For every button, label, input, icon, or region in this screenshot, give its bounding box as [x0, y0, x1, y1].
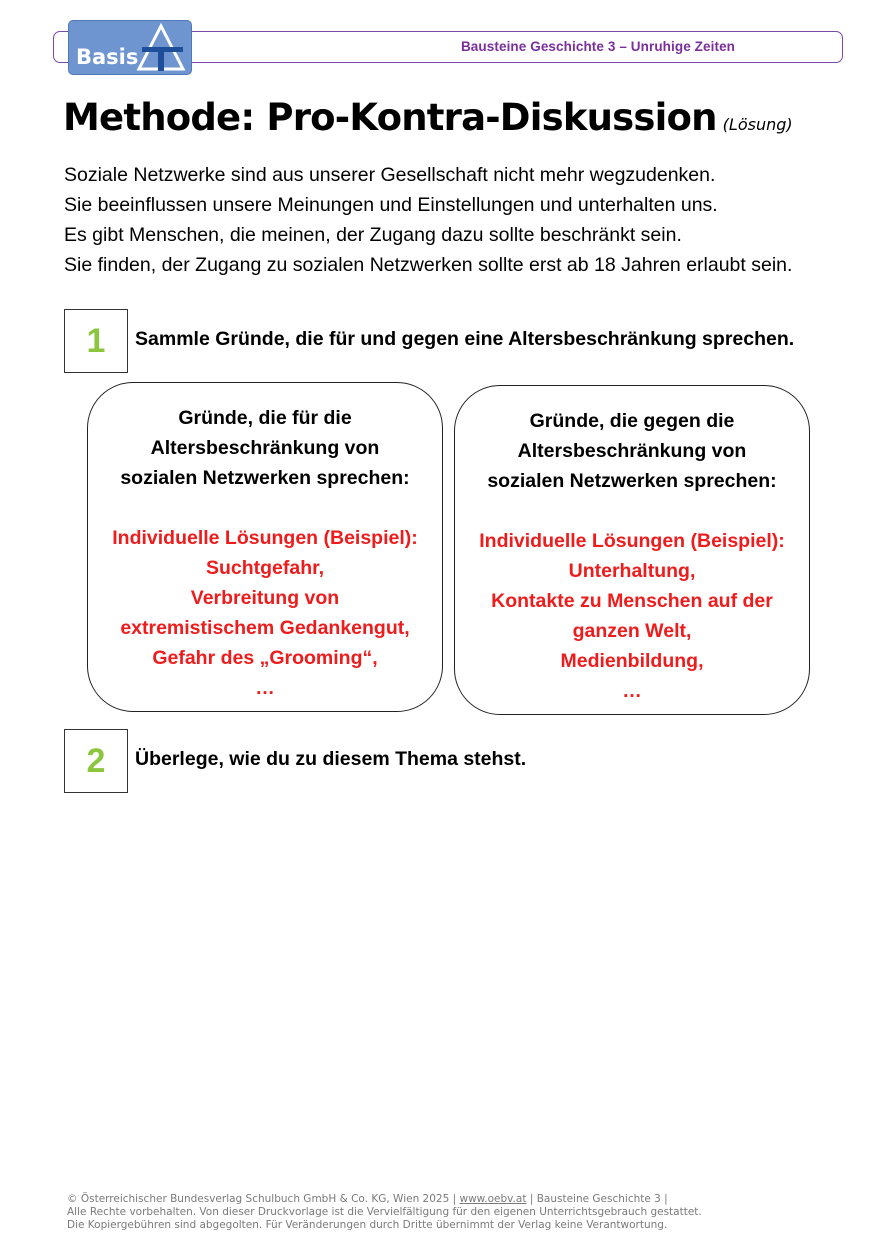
series-title: Bausteine Geschichte 3 – Unruhige Zeiten [460, 39, 736, 54]
pro-box-answer [88, 523, 442, 703]
contra-box-answer [455, 526, 809, 706]
publisher-link[interactable]: www.oebv.at [459, 1193, 527, 1205]
answer-line: Verbreitung von [190, 587, 340, 609]
intro-paragraph [64, 160, 792, 280]
basis-logo [68, 20, 192, 75]
answer-line: … [622, 680, 642, 702]
task-number-box-1: 1 [64, 309, 128, 373]
answer-line: … [255, 677, 275, 699]
contra-reasons-box [454, 385, 810, 715]
heading-line: sozialen Netzwerken sprechen: [120, 467, 410, 489]
footer-line-2: Alle Rechte vorbehalten. Von dieser Druckvorlage ist die Vervielfältigung für den eigenen Unterrichtsgebrauch gestattet. [67, 1206, 702, 1218]
intro-line: Es gibt Menschen, die meinen, der Zugang dazu sollte beschränkt sein. [64, 224, 682, 246]
footer-line-1 [67, 1193, 702, 1206]
answer-line: Gefahr des „Grooming“, [152, 647, 378, 669]
intro-line: Soziale Netzwerke sind aus unserer Gesellschaft nicht mehr wegzudenken. [64, 164, 716, 186]
answer-line: ganzen Welt, [572, 620, 692, 642]
answer-line: Individuelle Lösungen (Beispiel): [479, 530, 785, 552]
footer-line-3: Die Kopiergebühren sind abgegolten. Für Veränderungen durch Dritte übernimmt der Verlag keine Verantwortung. [67, 1219, 668, 1231]
footer-copyright-text: © Österreichischer Bundesverlag Schulbuch GmbH & Co. KG, Wien 2025 | [67, 1193, 457, 1205]
answer-line: Medienbildung, [560, 650, 704, 672]
task-number-box-2: 2 [64, 729, 128, 793]
heading-line: Gründe, die für die [178, 407, 352, 429]
pro-box-heading [88, 403, 442, 493]
answer-line: Kontakte zu Menschen auf der [491, 590, 773, 612]
footer-copyright [67, 1193, 702, 1232]
page-title-note: (Lösung) [722, 115, 793, 134]
page-title [63, 96, 793, 139]
answer-line: extremistischem Gedankengut, [120, 617, 410, 639]
heading-line: Altersbeschränkung von [517, 440, 747, 462]
task-1-text: Sammle Gründe, die für und gegen eine Altersbeschränkung sprechen. [135, 328, 795, 350]
answer-line: Suchtgefahr, [205, 557, 325, 579]
pro-reasons-box [87, 382, 443, 712]
answer-line: Individuelle Lösungen (Beispiel): [112, 527, 418, 549]
answer-line: Unterhaltung, [568, 560, 696, 582]
heading-line: sozialen Netzwerken sprechen: [487, 470, 777, 492]
intro-line: Sie finden, der Zugang zu sozialen Netzwerken sollte erst ab 18 Jahren erlaubt sein. [64, 254, 793, 276]
heading-line: Altersbeschränkung von [150, 437, 380, 459]
heading-line: Gründe, die gegen die [529, 410, 735, 432]
footer-book-title: | Bausteine Geschichte 3 | [529, 1193, 668, 1205]
contra-box-heading [455, 406, 809, 496]
task-2-text: Überlege, wie du zu diesem Thema stehst. [135, 748, 527, 770]
logo-text: Basis [76, 45, 139, 69]
page-title-main: Methode: Pro-Kontra-Diskussion [63, 96, 717, 139]
intro-line: Sie beeinflussen unsere Meinungen und Einstellungen und unterhalten uns. [64, 194, 718, 216]
